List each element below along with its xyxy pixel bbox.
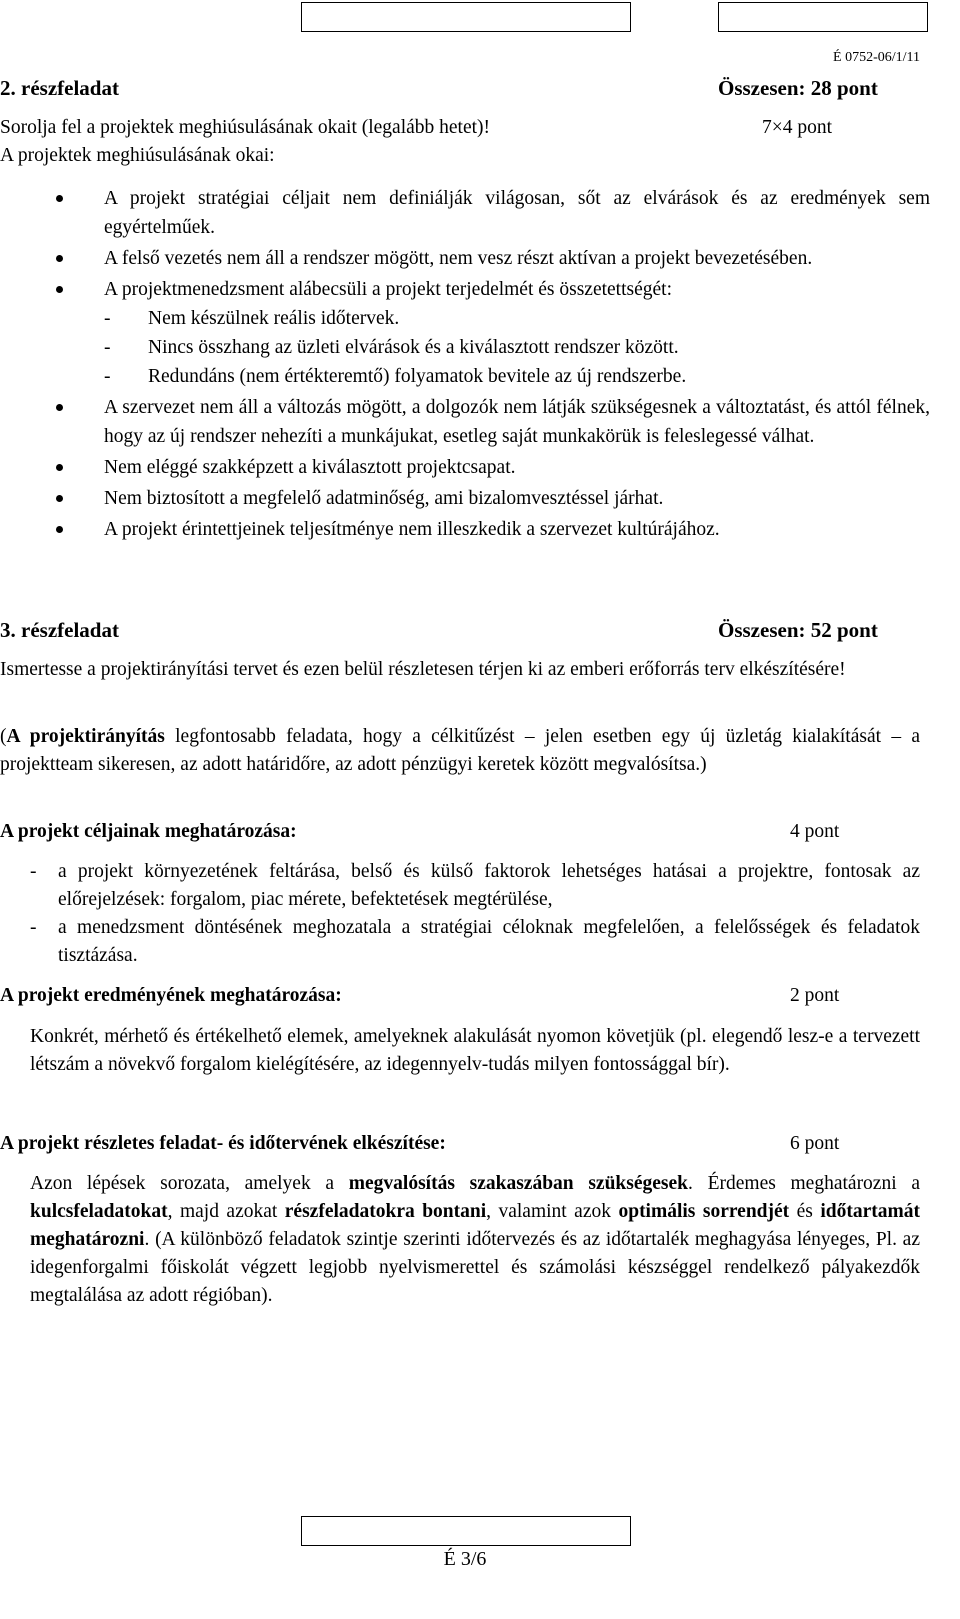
results-text: Konkrét, mérhető és értékelhető elemek, amelyeknek alakulását nyomon követjük (pl. elegendő lesz-e a tervezett létszám a növekvő forgalom kielégítésére, az idegennyelv-tudás milyen fontossággal bír). — [30, 1026, 920, 1075]
sub-list-item: - Nem készülnek reális időtervek. — [104, 308, 400, 329]
sub-list-item: - Nincs összhang az üzleti elvárások és a kiválasztott rendszer között. — [104, 337, 679, 358]
task3-prompt: Ismertesse a projektirányítási tervet és ezen belül részletesen térjen ki az emberi erőforrás terv elkészítésére! — [0, 659, 846, 680]
sub-list-item: - Redundáns (nem értékteremtő) folyamatok bevitele az új rendszerbe. — [104, 366, 687, 387]
list-item: - a menedzsment döntésének meghozatala a stratégiai céloknak megfelelően, a felelősségek és feladatok tisztázása. — [30, 917, 920, 966]
task2-total: Összesen: 28 pont — [718, 76, 878, 100]
schedule-heading: A projekt részletes feladat- és időtervének elkészítése: — [0, 1133, 446, 1154]
list-item: - a projekt környezetének feltárása, belső és külső faktorok lehetséges hatásai a projektre, fontosak az előrejelzések: forgalom, piac mérete, befektetések megtérülése, — [30, 861, 920, 910]
list-item: A projekt stratégiai céljait nem definiálják világosan, sőt az elvárások és az eredmények sem egyértelműek. — [56, 184, 930, 242]
results-heading: A projekt eredményének meghatározása: — [0, 985, 342, 1006]
list-item: A projektmenedzsment alábecsüli a projekt terjedelmét és összetettségét: - Nem készülnek reális időtervek. - Nincs összhang az üzleti elvárások és a kiválasztott rendszer között. - Redundáns (nem értékteremtő) folyamatok bevitele az új rendszerbe. — [56, 275, 930, 391]
document-code: É 0752-06/1/11 — [833, 50, 920, 65]
task2-prompt: Sorolja fel a projektek meghiúsulásának okait (legalább hetet)! — [0, 117, 491, 138]
task2-reasons-list — [56, 184, 930, 544]
list-item: A projekt érintettjeinek teljesítménye nem illeszkedik a szervezet kultúrájához. — [56, 515, 930, 544]
goals-heading: A projekt céljainak meghatározása: — [0, 821, 297, 842]
goals-points: 4 pont — [790, 821, 840, 842]
goals-list — [30, 858, 920, 970]
task2-title: 2. részfeladat — [0, 76, 119, 100]
task3-total: Összesen: 52 pont — [718, 618, 878, 642]
list-item: A felső vezetés nem áll a rendszer mögött, nem vesz részt aktívan a projekt bevezetésében. — [56, 244, 930, 273]
schedule-points: 6 pont — [790, 1133, 840, 1154]
task2-subtitle: A projektek meghiúsulásának okai: — [0, 145, 275, 166]
list-item: Nem eléggé szakképzett a kiválasztott projektcsapat. — [56, 453, 930, 482]
task3-intro: (A projektirányítás legfontosabb feladata, hogy a célkitűzést – jelen esetben egy új üzletág kialakítását – a projektteam sikeresen, az adott határidőre, az adott pénzügyi keretek között megvalósítsa.) — [0, 726, 921, 775]
list-item: Nem biztosított a megfelelő adatminőség, ami bizalomvesztéssel járhat. — [56, 484, 930, 513]
footer-box — [301, 1516, 631, 1546]
schedule-text: Azon lépések sorozata, amelyek a megvalósítás szakaszában szükségesek. Érdemes meghatározni a kulcsfeladatokat, majd azokat részfeladatokra bontani, valamint azok optimális sorrendjét és időtartamát meghatározni. (A különböző feladatok szintje szerinti időtervezés és az időtartalék meghagyása lényeges, Pl. az idegenforgalmi főiskolát végzett legjobb nyelvismerettel és számolási készséggel rendelkező pályakezdők megtalálása az adott régióban). — [30, 1173, 920, 1306]
list-item: A szervezet nem áll a változás mögött, a dolgozók nem látják szükségesnek a változtatást, és attól félnek, hogy az új rendszer nehezíti a munkájukat, esetleg saját munkakörük is feleslegessé válhat. — [56, 393, 930, 451]
header-box-right — [718, 2, 928, 32]
task2-points: 7×4 pont — [762, 117, 833, 138]
task3-title: 3. részfeladat — [0, 618, 119, 642]
header-box-left — [301, 2, 631, 32]
results-points: 2 pont — [790, 985, 840, 1006]
page-number: É 3/6 — [443, 1548, 487, 1570]
